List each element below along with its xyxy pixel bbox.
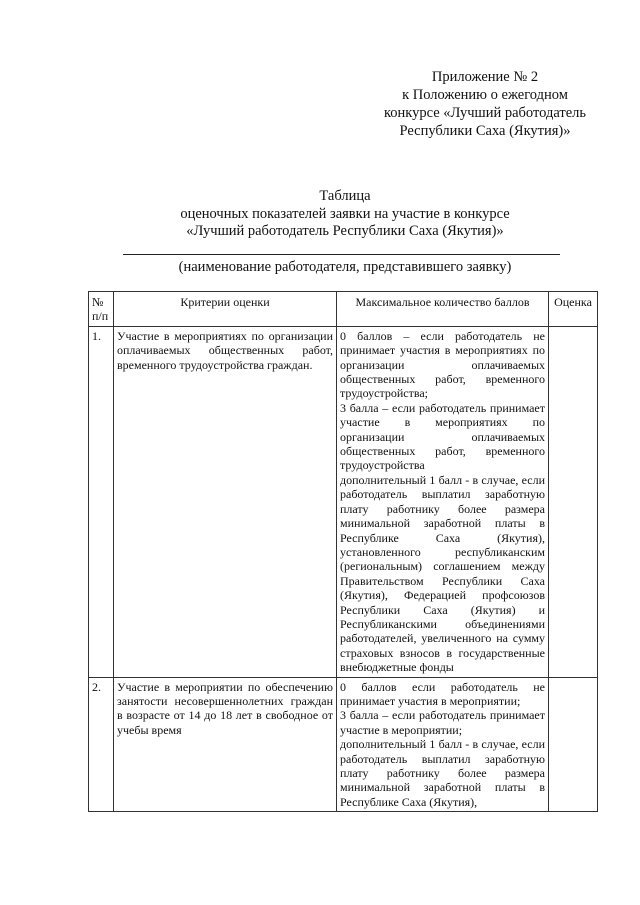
- row-score-cell: [549, 326, 598, 677]
- title-line-2: оценочных показателей заявки на участие в конкурсе: [180, 205, 510, 222]
- appendix-header: [340, 68, 630, 140]
- document-title: [120, 188, 570, 241]
- title-line-3: «Лучший работодатель Республики Саха (Якутия)»: [186, 223, 504, 239]
- table-header-row: [89, 292, 598, 327]
- appendix-line-1: Приложение № 2: [431, 69, 539, 85]
- header-num: № п/п: [89, 292, 114, 327]
- table-row: [89, 677, 598, 812]
- row-score-cell: [549, 677, 598, 812]
- row-points: [337, 326, 549, 677]
- row-criteria: Участие в мероприятии по обеспечению занятости несовершеннолетних граждан в возрасте от 14 до 18 лет в свободное от учебы время: [114, 677, 337, 812]
- appendix-line-4: Республики Саха (Якутия)»: [399, 123, 571, 139]
- employer-name-line: [123, 254, 560, 255]
- header-score: Оценка: [549, 292, 598, 327]
- employer-name-caption: (наименование работодателя, представившего заявку): [178, 259, 512, 275]
- title-line-1: Таблица: [319, 188, 371, 204]
- row-points: [337, 677, 549, 812]
- appendix-line-3: конкурсе «Лучший работодатель: [383, 105, 587, 121]
- points-rule: 3 балла – если работодатель принимает участие в мероприятии;: [340, 708, 545, 737]
- header-max-points: Максимальное количество баллов: [337, 292, 549, 327]
- table-row: [89, 326, 598, 677]
- points-rule: 0 баллов – если работодатель не принимает участия в мероприятиях по организации оплачиваемых общественных работ, временного трудоустройства;: [340, 328, 545, 401]
- points-rule: 3 балла – если работодатель принимает участие в мероприятиях по организации оплачиваемых общественных работ, временного трудоустройства: [340, 400, 545, 473]
- appendix-line-2: к Положению о ежегодном: [402, 87, 568, 103]
- header-criteria: Критерии оценки: [114, 292, 337, 327]
- row-num: 1.: [89, 326, 114, 677]
- points-rule: дополнительный 1 балл - в случае, если работодатель выплатил заработную плату работнику более размера минимальной заработной платы в Республике Саха (Якутия),: [340, 737, 545, 809]
- criteria-table: [88, 291, 598, 812]
- points-rule: 0 баллов если работодатель не принимает участия в мероприятии;: [340, 679, 545, 708]
- row-criteria: Участие в мероприятиях по организации оплачиваемых общественных работ, временного трудоустройства граждан.: [114, 326, 337, 677]
- points-rule: дополнительный 1 балл - в случае, если работодатель выплатил заработную плату работнику более размера минимальной заработной платы в Республике Саха (Якутия), установленного республиканским (региональным) соглашением между Правительством Республики Саха (Якутия), Федерацией профсоюзов Республики Саха (Якутия) и Республиканскими объединениями работодателей, увеличенного на сумму страховых взносов в государственные внебюджетные фонды: [340, 472, 545, 675]
- row-num: 2.: [89, 677, 114, 812]
